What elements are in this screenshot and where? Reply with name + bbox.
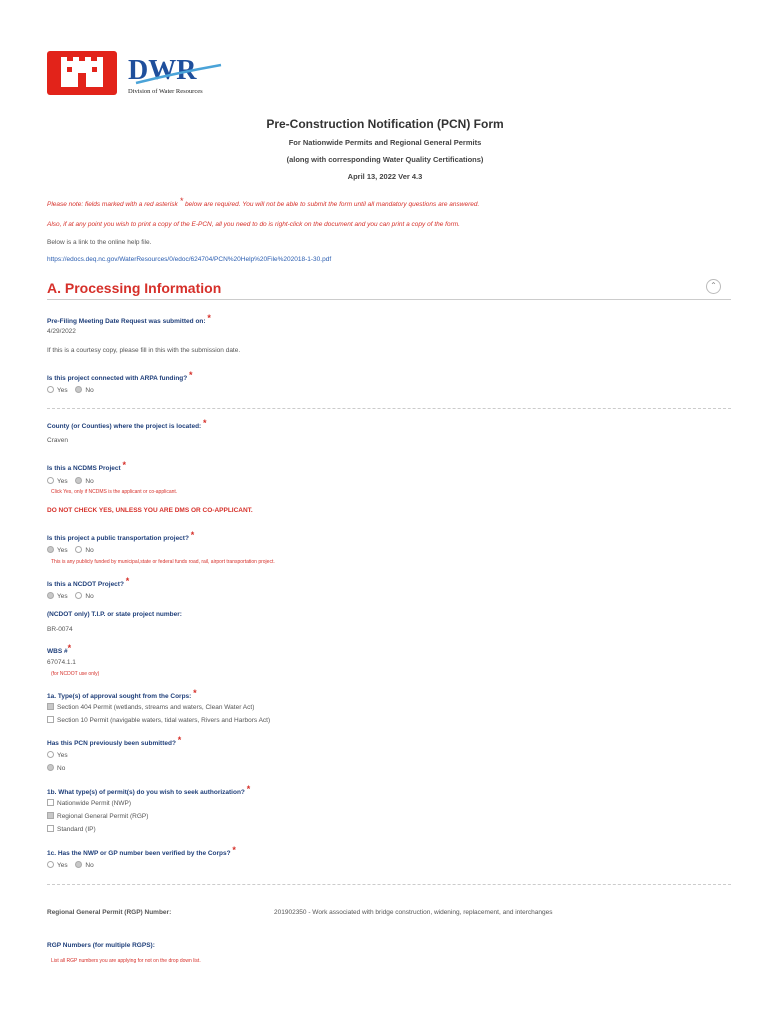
chevron-up-icon[interactable]: ⌃ bbox=[706, 279, 721, 294]
prev-submitted-question: Has this PCN previously been submitted? * bbox=[47, 735, 182, 747]
tip-question: (NCDOT only) T.I.P. or state project number: bbox=[47, 611, 182, 618]
tip-value[interactable]: BR-0074 bbox=[47, 626, 73, 633]
arpa-no-radio[interactable] bbox=[75, 386, 82, 393]
prefiling-question: Pre-Filing Meeting Date Request was submitted on: * bbox=[47, 313, 211, 325]
verified-yes-radio[interactable] bbox=[47, 861, 54, 868]
ncdot-options: Yes No bbox=[47, 592, 100, 600]
page-subtitle-2: (along with corresponding Water Quality Certifications) bbox=[286, 155, 484, 164]
section-404-checkbox[interactable] bbox=[47, 703, 54, 710]
county-question: County (or Counties) where the project is located: * bbox=[47, 418, 207, 430]
arpa-question: Is this project connected with ARPA funding? * bbox=[47, 370, 193, 382]
wbs-value[interactable]: 67074.1.1 bbox=[47, 659, 76, 666]
ncdms-yes-radio[interactable] bbox=[47, 477, 54, 484]
page-subtitle: For Nationwide Permits and Regional General Permits bbox=[288, 138, 482, 147]
help-label: Below is a link to the online help file. bbox=[47, 239, 152, 246]
verified-question: 1c. Has the NWP or GP number been verified by the Corps? * bbox=[47, 845, 236, 857]
arpa-options: Yes No bbox=[47, 386, 100, 394]
version-label: April 13, 2022 Ver 4.3 bbox=[347, 172, 423, 181]
dwr-logo-text: DWR bbox=[128, 55, 197, 86]
rgp-multiple-question: RGP Numbers (for multiple RGPS): bbox=[47, 942, 155, 949]
approval-option-404[interactable]: Section 404 Permit (wetlands, streams and waters, Clean Water Act) bbox=[47, 703, 254, 711]
rgp-multiple-hint: List all RGP numbers you are applying for not on the drop down list. bbox=[51, 958, 201, 964]
prefiling-date-value[interactable]: 4/29/2022 bbox=[47, 328, 76, 335]
verified-no-radio[interactable] bbox=[75, 861, 82, 868]
ip-checkbox[interactable] bbox=[47, 825, 54, 832]
transport-hint: This is any publicly funded by municipal,state or federal funds road, rail, airport transportation project. bbox=[51, 559, 275, 565]
dwr-logo bbox=[126, 51, 236, 97]
approval-option-10[interactable]: Section 10 Permit (navigable waters, tidal waters, Rivers and Harbors Act) bbox=[47, 716, 270, 724]
ncdms-warning: DO NOT CHECK YES, UNLESS YOU ARE DMS OR CO-APPLICANT. bbox=[47, 507, 253, 514]
divider bbox=[47, 408, 731, 409]
dwr-logo-subtext: Division of Water Resources bbox=[128, 88, 203, 95]
ncdot-yes-radio[interactable] bbox=[47, 592, 54, 599]
courtesy-note: If this is a courtesy copy, please fill in this with the submission date. bbox=[47, 347, 241, 354]
transport-options: Yes No bbox=[47, 546, 100, 554]
prev-no-radio[interactable] bbox=[47, 764, 54, 771]
wbs-hint: (for NCDOT use only) bbox=[51, 671, 100, 677]
transport-no-radio[interactable] bbox=[75, 546, 82, 553]
section-divider bbox=[47, 299, 731, 300]
prev-yes-radio[interactable] bbox=[47, 751, 54, 758]
transport-question: Is this project a public transportation project? * bbox=[47, 530, 195, 542]
ncdot-no-radio[interactable] bbox=[75, 592, 82, 599]
ncdms-question: Is this a NCDMS Project * bbox=[47, 460, 127, 472]
arpa-yes-radio[interactable] bbox=[47, 386, 54, 393]
ncdms-no-radio[interactable] bbox=[75, 477, 82, 484]
rgp-checkbox[interactable] bbox=[47, 812, 54, 819]
county-value[interactable]: Craven bbox=[47, 437, 68, 444]
required-note: Please note: fields marked with a red asterisk * below are required. You will not be able to submit the form until all mandatory questions are answered. bbox=[47, 196, 480, 208]
print-note: Also, if at any point you wish to print a copy of the E-PCN, all you need to do is right-click on the document and you can print a copy of the form. bbox=[47, 221, 460, 228]
approval-question: 1a. Type(s) of approval sought from the Corps: * bbox=[47, 688, 197, 700]
help-link[interactable]: https://edocs.deq.nc.gov/WaterResources/0/edoc/624704/PCN%20Help%20File%202018-1-30.pdf bbox=[47, 256, 332, 263]
ncdot-question: Is this a NCDOT Project? * bbox=[47, 576, 130, 588]
prev-no-option[interactable]: No bbox=[47, 764, 65, 772]
section-title: A. Processing Information bbox=[47, 280, 222, 296]
page-title: Pre-Construction Notification (PCN) Form bbox=[266, 117, 504, 131]
permit-type-question: 1b. What type(s) of permit(s) do you wish to seek authorization? * bbox=[47, 784, 251, 796]
ncdms-hint: Click Yes, only if NCDMS is the applicant or co-applicant. bbox=[51, 489, 178, 495]
ncdms-options: Yes No bbox=[47, 477, 100, 485]
prev-yes-option[interactable]: Yes bbox=[47, 751, 68, 759]
divider bbox=[47, 884, 731, 885]
rgp-number-label: Regional General Permit (RGP) Number: bbox=[47, 909, 172, 916]
wbs-question: WBS #* bbox=[47, 643, 72, 655]
permit-option-nwp[interactable]: Nationwide Permit (NWP) bbox=[47, 799, 131, 807]
rgp-number-value[interactable]: 201902350 - Work associated with bridge construction, widening, replacement, and interchanges bbox=[274, 909, 553, 916]
usace-castle-logo bbox=[47, 51, 117, 95]
verified-options: Yes No bbox=[47, 861, 100, 869]
permit-option-rgp[interactable]: Regional General Permit (RGP) bbox=[47, 812, 148, 820]
section-10-checkbox[interactable] bbox=[47, 716, 54, 723]
permit-option-ip[interactable]: Standard (IP) bbox=[47, 825, 96, 833]
nwp-checkbox[interactable] bbox=[47, 799, 54, 806]
transport-yes-radio[interactable] bbox=[47, 546, 54, 553]
